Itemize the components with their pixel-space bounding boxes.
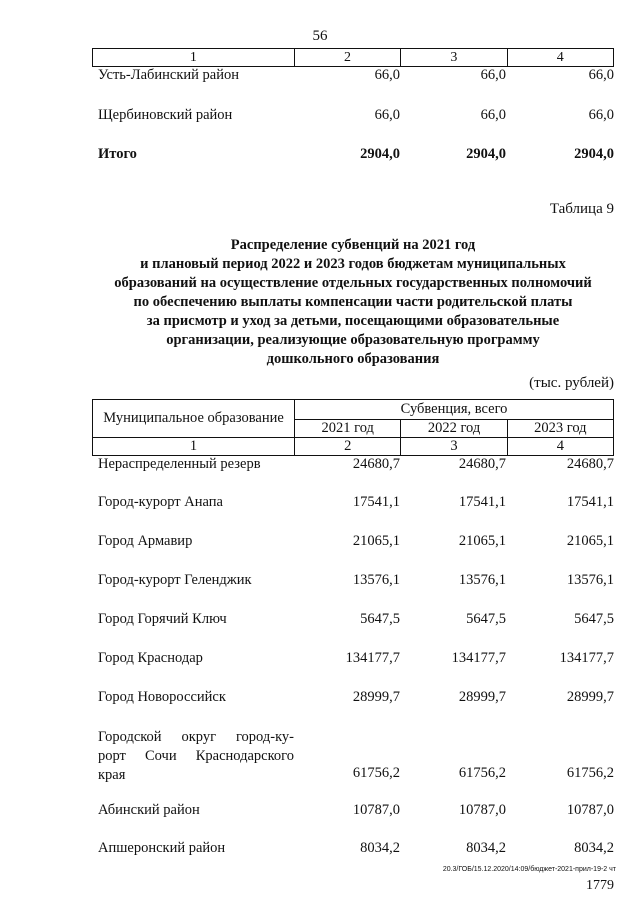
header-subvention: Субвенция, всего — [295, 400, 614, 420]
total-value-2022: 2904,0 — [466, 146, 506, 162]
header-year-2021: 2021 год — [295, 420, 401, 438]
table-row — [92, 533, 614, 553]
row-value-2022: 66,0 — [480, 107, 506, 123]
row-name: Город Новороссийск — [98, 689, 226, 705]
table-row — [92, 840, 614, 860]
row-value-2023: 134177,7 — [559, 650, 614, 666]
title-line: дошкольного образования — [266, 351, 440, 367]
row-name: Город Армавир — [98, 533, 193, 549]
header-num-4: 4 — [507, 438, 613, 456]
header-municipality: Муниципальное образование — [93, 400, 295, 438]
total-value-2021: 2904,0 — [360, 146, 400, 162]
table-row — [92, 611, 614, 631]
title-line: за присмотр и уход за детьми, посещающими образовательные — [146, 313, 560, 329]
row-value-2022: 8034,2 — [466, 840, 506, 856]
row-name-line: рорт Сочи Краснодарского — [98, 748, 294, 764]
total-row — [92, 146, 614, 166]
table-row — [92, 107, 614, 127]
row-value-2022: 21065,1 — [458, 533, 506, 549]
row-value-2023: 61756,2 — [566, 765, 614, 781]
row-name: Город-курорт Геленджик — [98, 572, 252, 588]
title-line: по обеспечению выплаты компенсации части родительской платы — [133, 294, 573, 310]
top-header-col-2: 2 — [294, 49, 400, 67]
header-num-3: 3 — [401, 438, 507, 456]
row-name — [98, 728, 294, 785]
row-value-2021: 61756,2 — [352, 765, 400, 781]
row-name: Усть-Лабинский район — [98, 67, 239, 83]
table-row — [92, 494, 614, 514]
row-value-2023: 17541,1 — [566, 494, 614, 510]
row-value-2022: 5647,5 — [466, 611, 506, 627]
top-table-header — [92, 48, 614, 67]
title-line: организации, реализующие образовательную программу — [166, 332, 540, 348]
row-value-2021: 24680,7 — [352, 456, 400, 472]
main-table-header — [92, 399, 614, 456]
row-value-2021: 13576,1 — [352, 572, 400, 588]
row-name: Нераспределенный резерв — [98, 456, 261, 472]
row-value-2022: 28999,7 — [458, 689, 506, 705]
row-name: Абинский район — [98, 802, 200, 818]
title-line: образований на осуществление отдельных государственных полномочий — [114, 275, 592, 291]
row-value-2021: 28999,7 — [352, 689, 400, 705]
footer-code: 20.3/ГОБ/15.12.2020/14:09/бюджет-2021-прил-19-2 чт — [442, 866, 616, 873]
row-value-2023: 66,0 — [588, 107, 614, 123]
row-value-2022: 17541,1 — [458, 494, 506, 510]
header-year-2023: 2023 год — [507, 420, 613, 438]
units-label: (тыс. рублей) — [529, 375, 614, 391]
row-name: Город Краснодар — [98, 650, 203, 666]
row-value-2023: 5647,5 — [574, 611, 614, 627]
row-value-2021: 5647,5 — [360, 611, 400, 627]
row-value-2021: 66,0 — [374, 67, 400, 83]
row-name: Город Горячий Ключ — [98, 611, 227, 627]
row-value-2023: 66,0 — [588, 67, 614, 83]
row-name: Апшеронский район — [98, 840, 226, 856]
row-value-2021: 21065,1 — [352, 533, 400, 549]
table-label: Таблица 9 — [549, 201, 614, 217]
table-row — [92, 689, 614, 709]
row-value-2021: 8034,2 — [360, 840, 400, 856]
row-value-2023: 21065,1 — [566, 533, 614, 549]
row-name: Щербиновский район — [98, 107, 233, 123]
top-header-col-3: 3 — [401, 49, 507, 67]
row-value-2021: 17541,1 — [352, 494, 400, 510]
row-value-2023: 8034,2 — [574, 840, 614, 856]
row-name: Город-курорт Анапа — [98, 494, 223, 510]
row-value-2022: 134177,7 — [451, 650, 506, 666]
row-value-2021: 66,0 — [374, 107, 400, 123]
row-name-line: Городской округ город-ку- — [98, 729, 294, 745]
row-name-line: края — [98, 767, 126, 783]
top-header-col-1: 1 — [93, 49, 295, 67]
row-value-2023: 28999,7 — [566, 689, 614, 705]
header-num-1: 1 — [93, 438, 295, 456]
page-number-bottom: 1779 — [586, 878, 614, 893]
table-row — [92, 802, 614, 822]
title-line: и плановый период 2022 и 2023 годов бюджетам муниципальных — [140, 256, 566, 272]
row-value-2023: 13576,1 — [566, 572, 614, 588]
top-header-col-4: 4 — [507, 49, 613, 67]
page-number-top: 56 — [312, 28, 328, 44]
table-row — [92, 67, 614, 87]
row-value-2021: 134177,7 — [345, 650, 400, 666]
row-value-2022: 66,0 — [480, 67, 506, 83]
header-num-2: 2 — [295, 438, 401, 456]
row-value-2023: 10787,0 — [566, 802, 614, 818]
table-row — [92, 728, 614, 788]
table-row — [92, 572, 614, 592]
row-value-2022: 10787,0 — [458, 802, 506, 818]
row-value-2022: 61756,2 — [458, 765, 506, 781]
title-line: Распределение субвенций на 2021 год — [230, 237, 476, 253]
row-value-2022: 24680,7 — [458, 456, 506, 472]
table-row — [92, 456, 614, 476]
row-value-2022: 13576,1 — [458, 572, 506, 588]
row-value-2023: 24680,7 — [566, 456, 614, 472]
total-label: Итого — [98, 146, 137, 162]
table-row — [92, 650, 614, 670]
table-title — [92, 236, 614, 369]
total-value-2023: 2904,0 — [574, 146, 614, 162]
header-year-2022: 2022 год — [401, 420, 507, 438]
row-value-2021: 10787,0 — [352, 802, 400, 818]
